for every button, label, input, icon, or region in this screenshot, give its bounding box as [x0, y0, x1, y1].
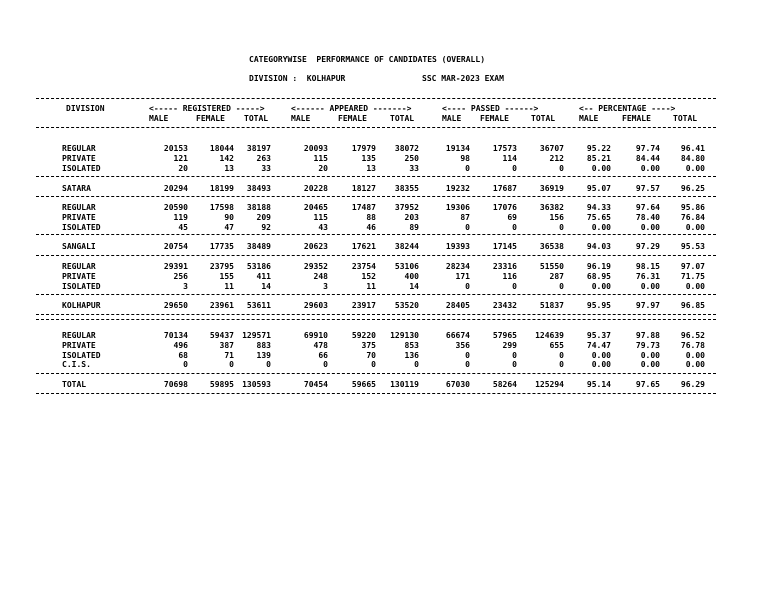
total-cell-value: 95.07: [586, 184, 611, 193]
cell-value: 115: [313, 212, 328, 222]
total-cell-value: 95.53: [680, 242, 705, 251]
cell-value: 87: [460, 212, 470, 222]
cell-value: 478: [313, 340, 328, 350]
cell-value: 17598: [209, 203, 234, 212]
cell-value: 18044: [209, 144, 234, 153]
cell-value: 20093: [303, 144, 328, 153]
header-female: FEMALE: [622, 114, 651, 123]
cell-value: 38188: [246, 203, 271, 212]
row-label: ISOLATED: [62, 163, 101, 173]
total-cell-value: 59665: [351, 380, 376, 389]
total-cell-value: 38355: [394, 184, 419, 193]
cell-value: 38197: [246, 144, 271, 153]
cell-value: 0: [512, 360, 517, 370]
total-cell-value: 20294: [163, 184, 188, 193]
total-row-label: SATARA: [62, 184, 91, 193]
header-total: TOTAL: [673, 114, 698, 123]
cell-value: 19134: [445, 144, 470, 153]
cell-value: 97.64: [635, 203, 660, 212]
total-cell-value: 53611: [246, 301, 271, 310]
total-cell-value: 70454: [303, 380, 328, 389]
cell-value: 0.00: [685, 281, 705, 291]
cell-value: 0: [559, 281, 564, 291]
total-cell-value: 59895: [209, 380, 234, 389]
cell-value: 0.00: [640, 360, 660, 370]
cell-value: 256: [173, 271, 188, 281]
cell-value: 135: [361, 153, 376, 163]
total-cell-value: 23432: [492, 301, 517, 310]
total-cell-value: 38244: [394, 242, 419, 251]
divider: [36, 196, 716, 197]
divider: [36, 255, 716, 256]
cell-value: 70: [366, 350, 376, 360]
cell-value: 155: [219, 271, 234, 281]
cell-value: 20465: [303, 203, 328, 212]
cell-value: 98: [460, 153, 470, 163]
divider: [36, 234, 716, 235]
cell-value: 152: [361, 271, 376, 281]
division-label: DIVISION : KOLHAPUR: [249, 74, 346, 83]
cell-value: 3: [323, 281, 328, 291]
cell-value: 0: [512, 350, 517, 360]
cell-value: 248: [313, 271, 328, 281]
cell-value: 36707: [539, 144, 564, 153]
cell-value: 299: [502, 340, 517, 350]
cell-value: 69: [507, 212, 517, 222]
header-male: MALE: [579, 114, 599, 123]
row-label: ISOLATED: [62, 222, 101, 232]
cell-value: 38072: [394, 144, 419, 153]
total-cell-value: 125294: [535, 380, 564, 389]
cell-value: 0: [559, 360, 564, 370]
cell-value: 71.75: [680, 271, 705, 281]
row-label: REGULAR: [62, 262, 96, 271]
cell-value: 0: [465, 350, 470, 360]
cell-value: 203: [404, 212, 419, 222]
cell-value: 0.00: [640, 281, 660, 291]
cell-value: 0.00: [591, 281, 611, 291]
cell-value: 66: [318, 350, 328, 360]
cell-value: 0: [266, 360, 271, 370]
cell-value: 0.00: [591, 360, 611, 370]
exam-label: SSC MAR-2023 EXAM: [422, 74, 504, 83]
cell-value: 97.07: [680, 262, 705, 271]
total-cell-value: 58264: [492, 380, 517, 389]
total-cell-value: 70698: [163, 380, 188, 389]
cell-value: 0: [323, 360, 328, 370]
cell-value: 0.00: [685, 350, 705, 360]
total-cell-value: 36538: [539, 242, 564, 251]
cell-value: 0: [559, 350, 564, 360]
cell-value: 92: [261, 222, 271, 232]
cell-value: 0: [512, 163, 517, 173]
cell-value: 29391: [163, 262, 188, 271]
cell-value: 0.00: [591, 222, 611, 232]
cell-value: 209: [256, 212, 271, 222]
total-cell-value: 96.25: [680, 184, 705, 193]
cell-value: 356: [455, 340, 470, 350]
cell-value: 79.73: [635, 340, 660, 350]
cell-value: 17487: [351, 203, 376, 212]
cell-value: 156: [549, 212, 564, 222]
cell-value: 96.41: [680, 144, 705, 153]
total-cell-value: 17621: [351, 242, 376, 251]
total-row-label: TOTAL: [62, 380, 87, 389]
divider: [36, 294, 716, 295]
cell-value: 37952: [394, 203, 419, 212]
cell-value: 0.00: [685, 222, 705, 232]
cell-value: 0: [371, 360, 376, 370]
header-appeared: <------ APPEARED ------->: [291, 104, 412, 113]
total-cell-value: 53520: [394, 301, 419, 310]
row-label: PRIVATE: [62, 340, 96, 350]
cell-value: 0.00: [591, 350, 611, 360]
cell-value: 75.65: [586, 212, 611, 222]
divider: [36, 176, 716, 177]
cell-value: 0: [229, 360, 234, 370]
cell-value: 14: [409, 281, 419, 291]
row-label: PRIVATE: [62, 153, 96, 163]
cell-value: 85.21: [586, 153, 611, 163]
cell-value: 114: [502, 153, 517, 163]
row-label: REGULAR: [62, 203, 96, 212]
row-label: REGULAR: [62, 144, 96, 153]
cell-value: 387: [219, 340, 234, 350]
cell-value: 20: [318, 163, 328, 173]
cell-value: 171: [455, 271, 470, 281]
header-male: MALE: [442, 114, 462, 123]
cell-value: 74.47: [586, 340, 611, 350]
cell-value: 116: [502, 271, 517, 281]
total-cell-value: 130119: [390, 380, 419, 389]
cell-value: 84.80: [680, 153, 705, 163]
total-cell-value: 20754: [163, 242, 188, 251]
cell-value: 68: [178, 350, 188, 360]
cell-value: 46: [366, 222, 376, 232]
cell-value: 263: [256, 153, 271, 163]
cell-value: 11: [366, 281, 376, 291]
total-cell-value: 97.97: [635, 301, 660, 310]
report-title: CATEGORYWISE PERFORMANCE OF CANDIDATES (OVERALL): [249, 55, 486, 64]
cell-value: 0: [183, 360, 188, 370]
cell-value: 115: [313, 153, 328, 163]
cell-value: 66674: [445, 331, 470, 340]
cell-value: 76.84: [680, 212, 705, 222]
cell-value: 70134: [163, 331, 188, 340]
cell-value: 0.00: [685, 163, 705, 173]
total-cell-value: 96.85: [680, 301, 705, 310]
cell-value: 89: [409, 222, 419, 232]
cell-value: 88: [366, 212, 376, 222]
cell-value: 0.00: [640, 222, 660, 232]
total-cell-value: 19232: [445, 184, 470, 193]
cell-value: 97.74: [635, 144, 660, 153]
row-label: REGULAR: [62, 331, 96, 340]
total-cell-value: 29603: [303, 301, 328, 310]
cell-value: 17076: [492, 203, 517, 212]
cell-value: 3: [183, 281, 188, 291]
cell-value: 98.15: [635, 262, 660, 271]
cell-value: 142: [219, 153, 234, 163]
total-cell-value: 97.65: [635, 380, 660, 389]
cell-value: 0: [559, 163, 564, 173]
cell-value: 20: [178, 163, 188, 173]
cell-value: 129571: [242, 331, 271, 340]
cell-value: 96.19: [586, 262, 611, 271]
cell-value: 655: [549, 340, 564, 350]
divider: [36, 393, 716, 394]
cell-value: 20590: [163, 203, 188, 212]
cell-value: 47: [224, 222, 234, 232]
header-passed: <---- PASSED ------>: [442, 104, 539, 113]
total-cell-value: 51837: [539, 301, 564, 310]
total-cell-value: 97.57: [635, 184, 660, 193]
total-row-label: SANGALI: [62, 242, 96, 251]
header-male: MALE: [149, 114, 169, 123]
divider: [36, 314, 716, 315]
total-cell-value: 97.29: [635, 242, 660, 251]
cell-value: 0: [559, 222, 564, 232]
cell-value: 76.31: [635, 271, 660, 281]
divider: [36, 127, 716, 128]
cell-value: 139: [256, 350, 271, 360]
cell-value: 23754: [351, 262, 376, 271]
total-cell-value: 95.14: [586, 380, 611, 389]
cell-value: 287: [549, 271, 564, 281]
header-female: FEMALE: [196, 114, 225, 123]
cell-value: 53186: [246, 262, 271, 271]
divider: [36, 373, 716, 374]
cell-value: 68.95: [586, 271, 611, 281]
cell-value: 19306: [445, 203, 470, 212]
total-cell-value: 18127: [351, 184, 376, 193]
total-cell-value: 29650: [163, 301, 188, 310]
cell-value: 0: [465, 360, 470, 370]
cell-value: 69910: [303, 331, 328, 340]
total-cell-value: 96.29: [680, 380, 705, 389]
total-cell-value: 38493: [246, 184, 271, 193]
cell-value: 76.78: [680, 340, 705, 350]
cell-value: 84.44: [635, 153, 660, 163]
cell-value: 59220: [351, 331, 376, 340]
cell-value: 0: [465, 163, 470, 173]
cell-value: 121: [173, 153, 188, 163]
cell-value: 375: [361, 340, 376, 350]
cell-value: 17979: [351, 144, 376, 153]
row-label: C.I.S.: [62, 360, 91, 370]
total-cell-value: 28405: [445, 301, 470, 310]
cell-value: 28234: [445, 262, 470, 271]
total-cell-value: 20623: [303, 242, 328, 251]
cell-value: 14: [261, 281, 271, 291]
row-label: ISOLATED: [62, 281, 101, 291]
cell-value: 45: [178, 222, 188, 232]
total-cell-value: 20228: [303, 184, 328, 193]
cell-value: 71: [224, 350, 234, 360]
total-cell-value: 36919: [539, 184, 564, 193]
cell-value: 0.00: [640, 350, 660, 360]
total-row-label: KOLHAPUR: [62, 301, 101, 310]
cell-value: 883: [256, 340, 271, 350]
cell-value: 90: [224, 212, 234, 222]
header-male: MALE: [291, 114, 311, 123]
cell-value: 13: [224, 163, 234, 173]
cell-value: 36382: [539, 203, 564, 212]
cell-value: 0: [465, 281, 470, 291]
cell-value: 57965: [492, 331, 517, 340]
total-cell-value: 38489: [246, 242, 271, 251]
cell-value: 0.00: [591, 163, 611, 173]
cell-value: 496: [173, 340, 188, 350]
divider: [36, 98, 716, 99]
cell-value: 95.86: [680, 203, 705, 212]
cell-value: 33: [261, 163, 271, 173]
cell-value: 119: [173, 212, 188, 222]
total-cell-value: 17735: [209, 242, 234, 251]
cell-value: 11: [224, 281, 234, 291]
cell-value: 43: [318, 222, 328, 232]
header-percentage: <-- PERCENTAGE ---->: [579, 104, 676, 113]
cell-value: 250: [404, 153, 419, 163]
header-total: TOTAL: [531, 114, 556, 123]
cell-value: 0.00: [685, 360, 705, 370]
total-cell-value: 19393: [445, 242, 470, 251]
cell-value: 33: [409, 163, 419, 173]
cell-value: 136: [404, 350, 419, 360]
cell-value: 129130: [390, 331, 419, 340]
total-cell-value: 95.95: [586, 301, 611, 310]
header-registered: <----- REGISTERED ----->: [149, 104, 265, 113]
cell-value: 411: [256, 271, 271, 281]
row-label: PRIVATE: [62, 212, 96, 222]
header-female: FEMALE: [480, 114, 509, 123]
cell-value: 0.00: [640, 163, 660, 173]
cell-value: 13: [366, 163, 376, 173]
header-total: TOTAL: [390, 114, 415, 123]
cell-value: 400: [404, 271, 419, 281]
cell-value: 97.88: [635, 331, 660, 340]
cell-value: 23795: [209, 262, 234, 271]
total-cell-value: 94.03: [586, 242, 611, 251]
divider: [36, 319, 716, 320]
header-division: DIVISION: [66, 104, 105, 113]
header-total: TOTAL: [244, 114, 269, 123]
total-cell-value: 67030: [445, 380, 470, 389]
total-cell-value: 23961: [209, 301, 234, 310]
cell-value: 29352: [303, 262, 328, 271]
total-cell-value: 18199: [209, 184, 234, 193]
total-cell-value: 17145: [492, 242, 517, 251]
cell-value: 17573: [492, 144, 517, 153]
cell-value: 95.37: [586, 331, 611, 340]
cell-value: 23316: [492, 262, 517, 271]
total-cell-value: 17687: [492, 184, 517, 193]
total-cell-value: 130593: [242, 380, 271, 389]
cell-value: 20153: [163, 144, 188, 153]
cell-value: 0: [512, 281, 517, 291]
cell-value: 0: [512, 222, 517, 232]
row-label: ISOLATED: [62, 350, 101, 360]
cell-value: 78.40: [635, 212, 660, 222]
cell-value: 212: [549, 153, 564, 163]
header-female: FEMALE: [338, 114, 367, 123]
cell-value: 94.33: [586, 203, 611, 212]
cell-value: 95.22: [586, 144, 611, 153]
cell-value: 53106: [394, 262, 419, 271]
cell-value: 96.52: [680, 331, 705, 340]
cell-value: 59437: [209, 331, 234, 340]
cell-value: 853: [404, 340, 419, 350]
cell-value: 0: [414, 360, 419, 370]
total-cell-value: 23917: [351, 301, 376, 310]
cell-value: 0: [465, 222, 470, 232]
cell-value: 124639: [535, 331, 564, 340]
cell-value: 51550: [539, 262, 564, 271]
row-label: PRIVATE: [62, 271, 96, 281]
